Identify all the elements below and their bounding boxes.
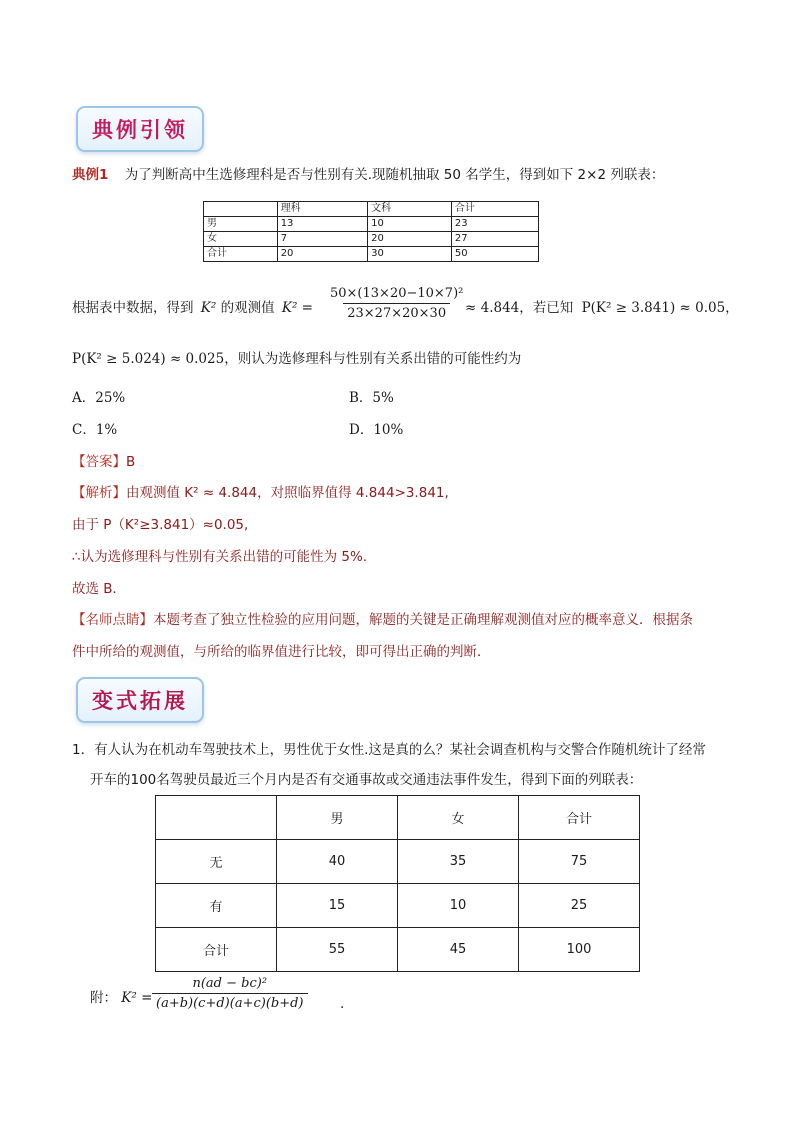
comment-line-2: 件中所给的观测值，与所给的临界值进行比较，即可得出正确的判断． xyxy=(72,644,491,660)
table-cell: 25 xyxy=(519,884,640,928)
formula-denominator: (a+b)(c+d)(a+c)(b+d) xyxy=(152,993,308,1011)
table-cell: 100 xyxy=(519,928,640,972)
analysis-label: 【解析】 xyxy=(72,485,126,501)
analysis-line-1: 【解析】由观测值 K² ≈ 4.844，对照临界值得 4.844>3.841, xyxy=(72,485,449,501)
gender-subject-table xyxy=(203,201,539,262)
table-cell: 合计 xyxy=(156,928,277,972)
table-cell: 7 xyxy=(277,232,367,247)
k2-formula xyxy=(152,976,308,1011)
table-cell: 合计 xyxy=(519,796,640,840)
table-cell: 23 xyxy=(451,217,538,232)
table-cell: 27 xyxy=(451,232,538,247)
table-row xyxy=(204,247,539,262)
table-cell: 30 xyxy=(368,247,452,262)
appendix-label: 附： xyxy=(90,990,117,1006)
example-label: 典例1 xyxy=(72,167,109,183)
table-cell: 理科 xyxy=(277,202,367,217)
table-cell: 合计 xyxy=(204,247,278,262)
table-cell: 75 xyxy=(519,840,640,884)
table-cell xyxy=(204,202,278,217)
table-cell xyxy=(156,796,277,840)
comment-line-1: 【名师点睛】本题考查了独立性检验的应用问题，解题的关键是正确理解观测值对应的概率意义．根据条 xyxy=(72,612,693,628)
example-question: 为了判断高中生选修理科是否与性别有关.现随机抽取 50 名学生，得到如下 2×2 列联表： xyxy=(124,167,665,183)
p-condition-line xyxy=(72,349,521,369)
section-title: 典例引领 xyxy=(92,117,188,142)
table-cell: 男 xyxy=(204,217,278,232)
table-header-row xyxy=(204,202,539,217)
p-condition-2: P(K² ≥ 5.024) ≈ 0.025，则认为选修理科与性别有关系出错的可能性约为 xyxy=(72,351,522,367)
table-cell: 合计 xyxy=(451,202,538,217)
table-cell: 50 xyxy=(451,247,538,262)
table-header-row xyxy=(156,796,640,840)
k2-symbol: K² xyxy=(200,300,217,316)
table-cell: 10 xyxy=(368,217,452,232)
section-banner-example xyxy=(76,106,204,152)
option-d: D．10% xyxy=(349,422,404,438)
table-cell: 文科 xyxy=(368,202,452,217)
observation-prefix: 根据表中数据，得到 xyxy=(72,300,194,316)
exercise-line-2: 开车的100名驾驶员最近三个月内是否有交通事故或交通违法事件发生，得到下面的列联表： xyxy=(90,772,643,788)
exercise-line-1: 1．有人认为在机动车驾驶技术上，男性优于女性.这是真的么？某社会调查机构与交警合作随机统计了经常 xyxy=(72,742,706,758)
table-cell: 男 xyxy=(277,796,398,840)
k2-equals: K² = xyxy=(121,990,153,1006)
approx-value: ≈ 4.844，若已知 xyxy=(465,300,574,316)
formula-numerator: n(ad − bc)² xyxy=(192,976,268,991)
table-row xyxy=(204,217,539,232)
section-banner-variation xyxy=(76,677,204,723)
table-cell: 13 xyxy=(277,217,367,232)
table-row xyxy=(156,928,640,972)
chi-square-formula xyxy=(326,286,467,321)
analysis-line-3: ∴认为选修理科与性别有关系出错的可能性为 5%. xyxy=(72,549,368,565)
table-cell: 10 xyxy=(398,884,519,928)
table-row xyxy=(204,232,539,247)
table-cell: 20 xyxy=(368,232,452,247)
table-cell: 40 xyxy=(277,840,398,884)
table-cell: 55 xyxy=(277,928,398,972)
analysis-line-2: 由于 P（K²≥3.841）≈0.05, xyxy=(72,517,249,533)
table-cell: 女 xyxy=(204,232,278,247)
observation-tail xyxy=(465,298,739,318)
table-row xyxy=(156,884,640,928)
table-cell: 有 xyxy=(156,884,277,928)
comment-label: 【名师点睛】 xyxy=(72,612,153,628)
answer-value: B xyxy=(126,454,136,470)
formula-end: . xyxy=(340,996,345,1012)
k2-equals: K² = xyxy=(281,300,313,316)
table-row xyxy=(156,840,640,884)
answer-label: 【答案】 xyxy=(72,454,126,470)
option-a: A．25% xyxy=(72,390,126,406)
table-cell: 女 xyxy=(398,796,519,840)
table-cell: 45 xyxy=(398,928,519,972)
example-question-line xyxy=(72,165,664,185)
option-c: C．1% xyxy=(72,422,118,438)
formula-denominator: 23×27×20×30 xyxy=(343,303,450,321)
appendix-line xyxy=(90,988,152,1008)
section-title: 变式拓展 xyxy=(92,688,188,713)
observation-mid: 的观测值 xyxy=(220,300,275,316)
formula-numerator: 50×(13×20−10×7)² xyxy=(330,286,464,301)
table-cell: 20 xyxy=(277,247,367,262)
table-cell: 35 xyxy=(398,840,519,884)
table-cell: 无 xyxy=(156,840,277,884)
analysis-line-4: 故选 B． xyxy=(72,581,127,597)
p-condition-1: P(K² ≥ 3.841) ≈ 0.05， xyxy=(581,300,739,316)
observation-line xyxy=(72,298,313,318)
answer-line xyxy=(72,452,135,472)
option-b: B．5% xyxy=(349,390,394,406)
table-cell: 15 xyxy=(277,884,398,928)
driver-accident-table xyxy=(155,795,640,972)
